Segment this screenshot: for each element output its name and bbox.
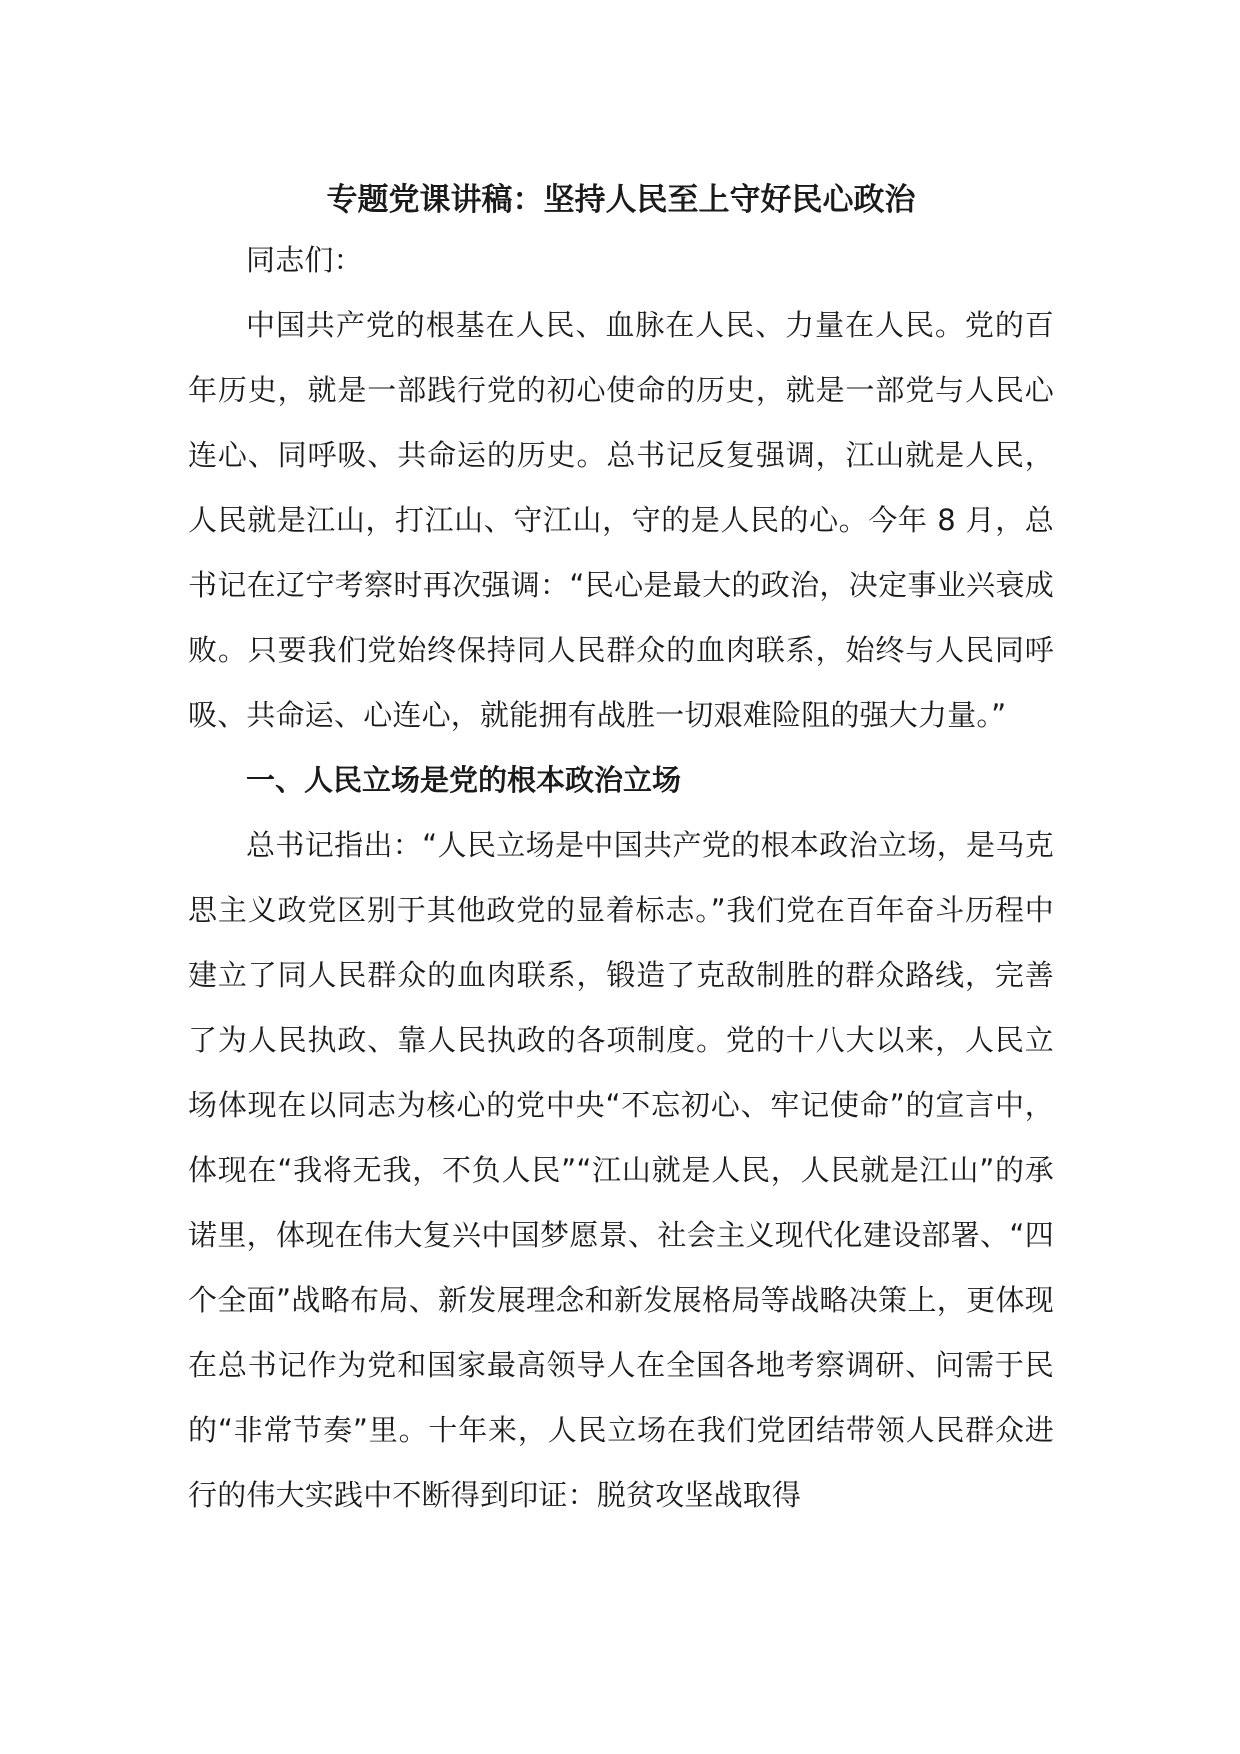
document-body xyxy=(188,172,1054,1528)
salutation: 同志们： xyxy=(246,243,363,277)
body-paragraph-1: 中国共产党的根基在人民、血脉在人民、力量在人民。党的百年历史，就是一部践行党的初心使命的历史，就是一部党与人民心连心、同呼吸、共命运的历史。总书记反复强调，江山就是人民，人民就是江山，打江山、守江山，守的是人民的心。今年 8 月，总书记在辽宁考察时再次强调：“民心是最大的政治，决定事业兴衰成败。只要我们党始终保持同人民群众的血肉联系，始终与人民同呼吸、共命运、心连心，就能拥有战胜一切艰难险阻的强大力量。” xyxy=(188,308,1054,732)
section-heading-1: 一、人民立场是党的根本政治立场 xyxy=(246,763,682,797)
section-paragraph-1: 总书记指出：“人民立场是中国共产党的根本政治立场，是马克思主义政党区别于其他政党的显着标志。”我们党在百年奋斗历程中建立了同人民群众的血肉联系，锻造了克敌制胜的群众路线，完善了为人民执政、靠人民执政的各项制度。党的十八大以来，人民立场体现在以同志为核心的党中央“不忘初心、牢记使命”的宣言中，体现在“我将无我，不负人民”“江山就是人民，人民就是江山”的承诺里，体现在伟大复兴中国梦愿景、社会主义现代化建设部署、“四个全面”战略布局、新发展理念和新发展格局等战略决策上，更体现在总书记作为党和国家最高领导人在全国各地考察调研、问需于民的“非常节奏”里。十年来，人民立场在我们党团结带领人民群众进行的伟大实践中不断得到印证：脱贫攻坚战取得 xyxy=(188,828,1054,1512)
document-title: 专题党课讲稿：坚持人民至上守好民心政治 xyxy=(326,182,916,218)
